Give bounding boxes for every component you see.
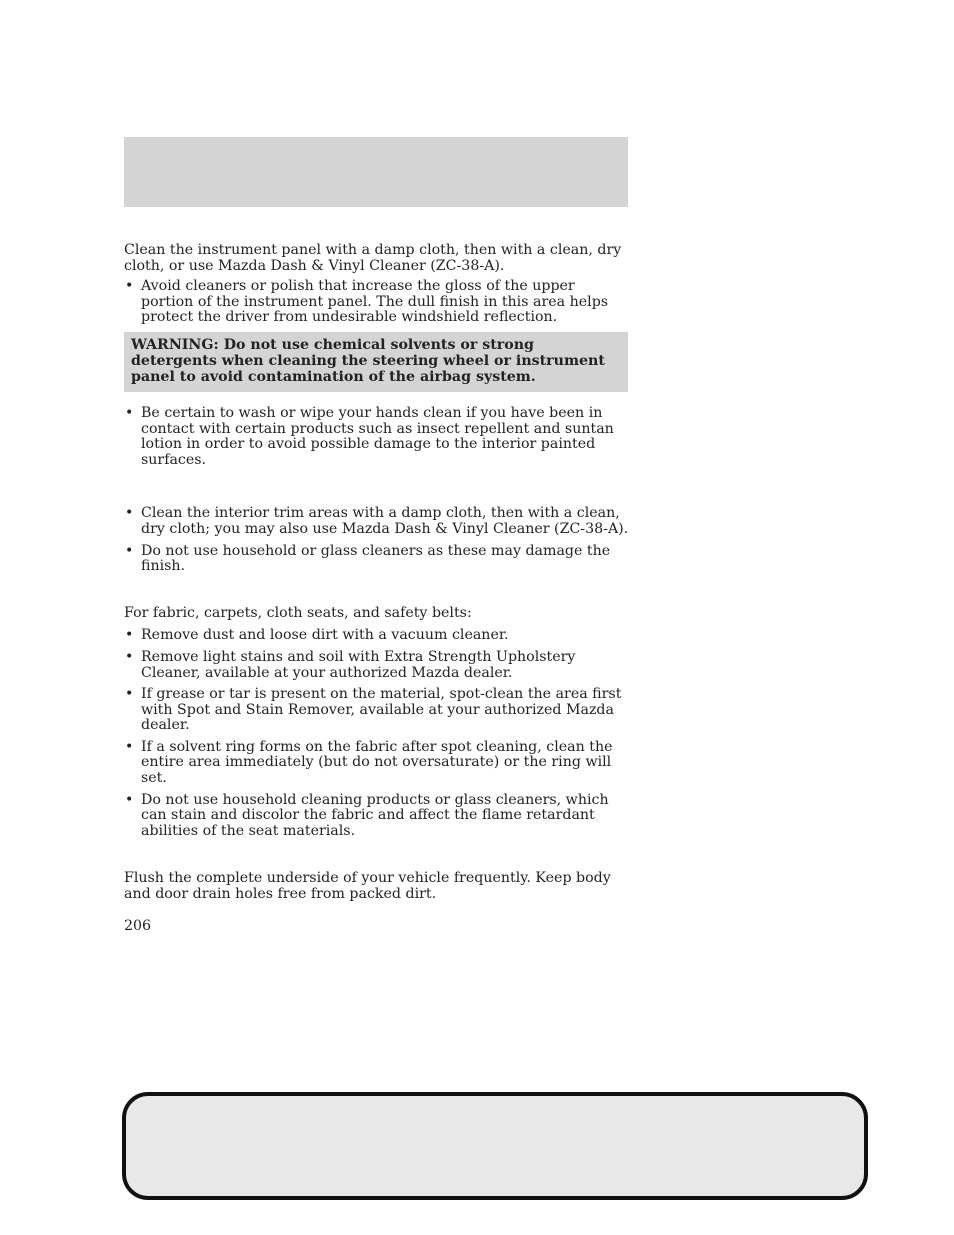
list-item: • Be certain to wash or wipe your hands clean if you have been in contact with certain products such as insect repellent and suntan lotion in order to avoid possible damage to the interior painted surfaces. [125, 404, 614, 468]
bullet-icon: • [125, 404, 134, 421]
bullet-icon: • [125, 738, 134, 755]
interior-trim-bullets [124, 506, 630, 574]
list-item: • Remove light stains and soil with Extra Strength Upholstery Cleaner, available at your authorized Mazda dealer. [125, 648, 576, 681]
bullet-icon: • [125, 542, 134, 559]
list-item: • If grease or tar is present on the material, spot-clean the area first with Spot and Stain Remover, available at your authorized Mazda dealer. [125, 686, 622, 734]
airbag-warning: WARNING: Do not use chemical solvents or strong detergents when cleaning the steering wheel or instrument panel to avoid contamination of the airbag system. [124, 332, 628, 392]
footer-box [122, 1092, 868, 1200]
list-item: • Avoid cleaners or polish that increase the gloss of the upper portion of the instrument panel. The dull finish in this area helps protect the driver from undesirable windshield reflection. [125, 278, 609, 326]
bullet-icon: • [125, 627, 134, 644]
bullet-icon: • [125, 791, 134, 808]
bullet-icon: • [125, 648, 134, 665]
bullet-icon: • [125, 278, 134, 295]
section-header-band [124, 137, 628, 207]
list-item: • Do not use household or glass cleaners as these may damage the finish. [125, 542, 611, 575]
instrument-panel-intro: Clean the instrument panel with a damp cloth, then with a clean, dry cloth, or use Mazda Dash & Vinyl Cleaner (ZC-38-A). [124, 242, 622, 274]
fabric-intro: For fabric, carpets, cloth seats, and safety belts: [124, 604, 472, 621]
page-content [124, 243, 630, 934]
fabric-bullets [124, 628, 630, 839]
page-number: 206 [124, 917, 152, 934]
underbody-paragraph: Flush the complete underside of your vehicle frequently. Keep body and door drain holes free from packed dirt. [124, 870, 611, 903]
list-item: • Clean the interior trim areas with a damp cloth, then with a clean, dry cloth; you may also use Mazda Dash & Vinyl Cleaner (ZC-38-A). [125, 505, 629, 537]
hands-bullets [124, 406, 630, 468]
instrument-panel-bullets [124, 279, 630, 326]
list-item: • Remove dust and loose dirt with a vacuum cleaner. [125, 627, 509, 644]
list-item: • If a solvent ring forms on the fabric after spot cleaning, clean the entire area immediately (but do not oversaturate) or the ring will set. [125, 738, 613, 787]
bullet-icon: • [125, 686, 134, 703]
list-item: • Do not use household cleaning products or glass cleaners, which can stain and discolor the fabric and affect the flame retardant abilities of the seat materials. [125, 791, 609, 839]
bullet-icon: • [125, 505, 134, 522]
